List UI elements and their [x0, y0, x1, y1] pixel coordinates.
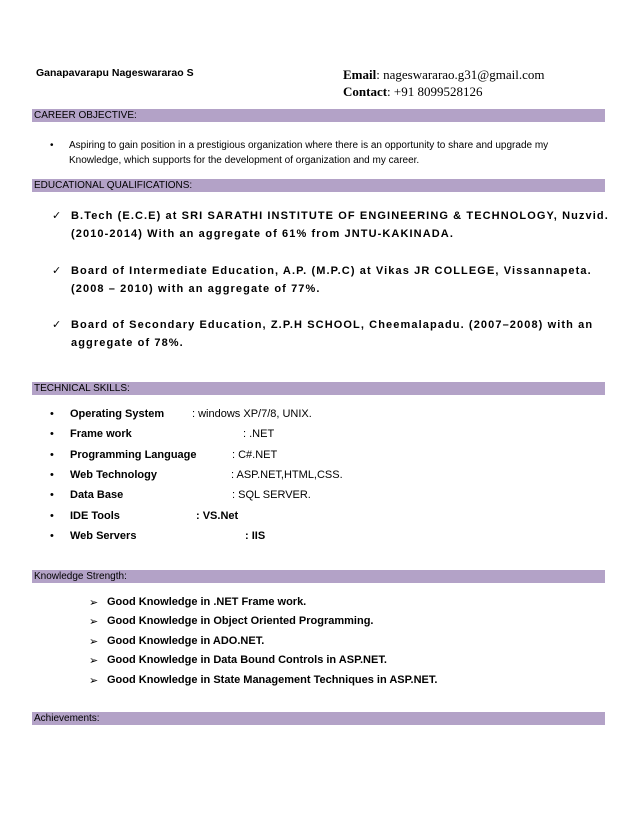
skill-label: Data Base: [70, 489, 124, 501]
education-text: Board of Secondary Education, Z.P.H SCHOOL, Cheemalapadu. (2007–2008) with an aggregate of 78%.: [71, 319, 594, 349]
bullet-icon: •: [50, 140, 54, 151]
bullet-icon: •: [50, 489, 54, 501]
email-line: [343, 66, 545, 83]
section-title: Knowledge Strength:: [34, 571, 127, 582]
checkmark-icon: ✓: [52, 319, 62, 331]
email-label: Email: [343, 67, 377, 82]
section-header-technical-skills: [32, 382, 605, 395]
objective-text: Aspiring to gain position in a prestigious organization where there is an opportunity to share and upgrade my Knowledge, which supports for the development of organization and my career.: [69, 140, 549, 166]
skill-row: [50, 469, 610, 485]
email-value[interactable]: : nageswararao.g31@gmail.com: [376, 67, 545, 82]
contact-block: [343, 66, 545, 100]
section-title: Achievements:: [34, 713, 100, 724]
bullet-icon: •: [50, 408, 54, 420]
skill-row: [50, 489, 610, 505]
skill-value: : IIS: [245, 530, 266, 542]
bullet-icon: •: [50, 449, 54, 461]
arrow-bullet-icon: ➢: [89, 616, 99, 628]
knowledge-text: Good Knowledge in ADO.NET.: [107, 635, 265, 647]
skill-row: [50, 408, 610, 424]
skill-value: : .NET: [243, 428, 275, 440]
knowledge-text: Good Knowledge in .NET Frame work.: [107, 596, 307, 608]
knowledge-item: [89, 615, 589, 631]
skill-label: IDE Tools: [70, 510, 120, 522]
bullet-icon: •: [50, 428, 54, 440]
knowledge-item: [89, 654, 589, 670]
phone-value: : +91 8099528126: [387, 84, 483, 99]
arrow-bullet-icon: ➢: [89, 675, 99, 687]
education-text: B.Tech (E.C.E) at SRI SARATHI INSTITUTE OF ENGINEERING & TECHNOLOGY, Nuzvid. (2010-2014) With an aggregate of 61% from JNTU-KAKINADA.: [71, 210, 609, 240]
phone-line: [343, 83, 545, 100]
section-header-achievements: [32, 712, 605, 725]
knowledge-item: [89, 674, 589, 690]
skill-value: : C#.NET: [232, 449, 278, 461]
skill-row: [50, 428, 610, 444]
education-text: Board of Intermediate Education, A.P. (M.P.C) at Vikas JR COLLEGE, Vissannapeta. (2008 – 2010) with an aggregate of 77%.: [71, 265, 592, 295]
bullet-icon: •: [50, 469, 54, 481]
bullet-icon: •: [50, 530, 54, 542]
skill-value: : SQL SERVER.: [232, 489, 311, 501]
skill-row: [50, 449, 610, 465]
knowledge-text: Good Knowledge in Object Oriented Programming.: [107, 615, 374, 627]
section-title: TECHNICAL SKILLS:: [34, 383, 130, 394]
section-header-knowledge: [32, 570, 605, 583]
bullet-icon: •: [50, 510, 54, 522]
skill-label: Operating System: [70, 408, 165, 420]
section-header-education: [32, 179, 605, 192]
arrow-bullet-icon: ➢: [89, 597, 99, 609]
section-header-career-objective: [32, 109, 605, 122]
skill-row: [50, 510, 610, 526]
skill-value: : VS.Net: [196, 510, 239, 522]
contact-label: Contact: [343, 84, 388, 99]
section-title: EDUCATIONAL QUALIFICATIONS:: [34, 180, 193, 191]
checkmark-icon: ✓: [52, 265, 62, 277]
skill-label: Web Technology: [70, 469, 157, 481]
skill-value: : ASP.NET,HTML,CSS.: [231, 469, 343, 481]
checkmark-icon: ✓: [52, 210, 62, 222]
candidate-name: Ganapavarapu Nageswararao S: [36, 67, 194, 79]
skill-label: Web Servers: [70, 530, 137, 542]
skill-row: [50, 530, 610, 546]
knowledge-item: [89, 596, 589, 612]
section-title: CAREER OBJECTIVE:: [34, 110, 137, 121]
arrow-bullet-icon: ➢: [89, 636, 99, 648]
skill-value: : windows XP/7/8, UNIX.: [192, 408, 312, 420]
knowledge-text: Good Knowledge in State Management Techniques in ASP.NET.: [107, 674, 438, 686]
knowledge-text: Good Knowledge in Data Bound Controls in ASP.NET.: [107, 654, 387, 666]
arrow-bullet-icon: ➢: [89, 655, 99, 667]
knowledge-item: [89, 635, 589, 651]
skill-label: Programming Language: [70, 449, 197, 461]
skill-label: Frame work: [70, 428, 132, 440]
